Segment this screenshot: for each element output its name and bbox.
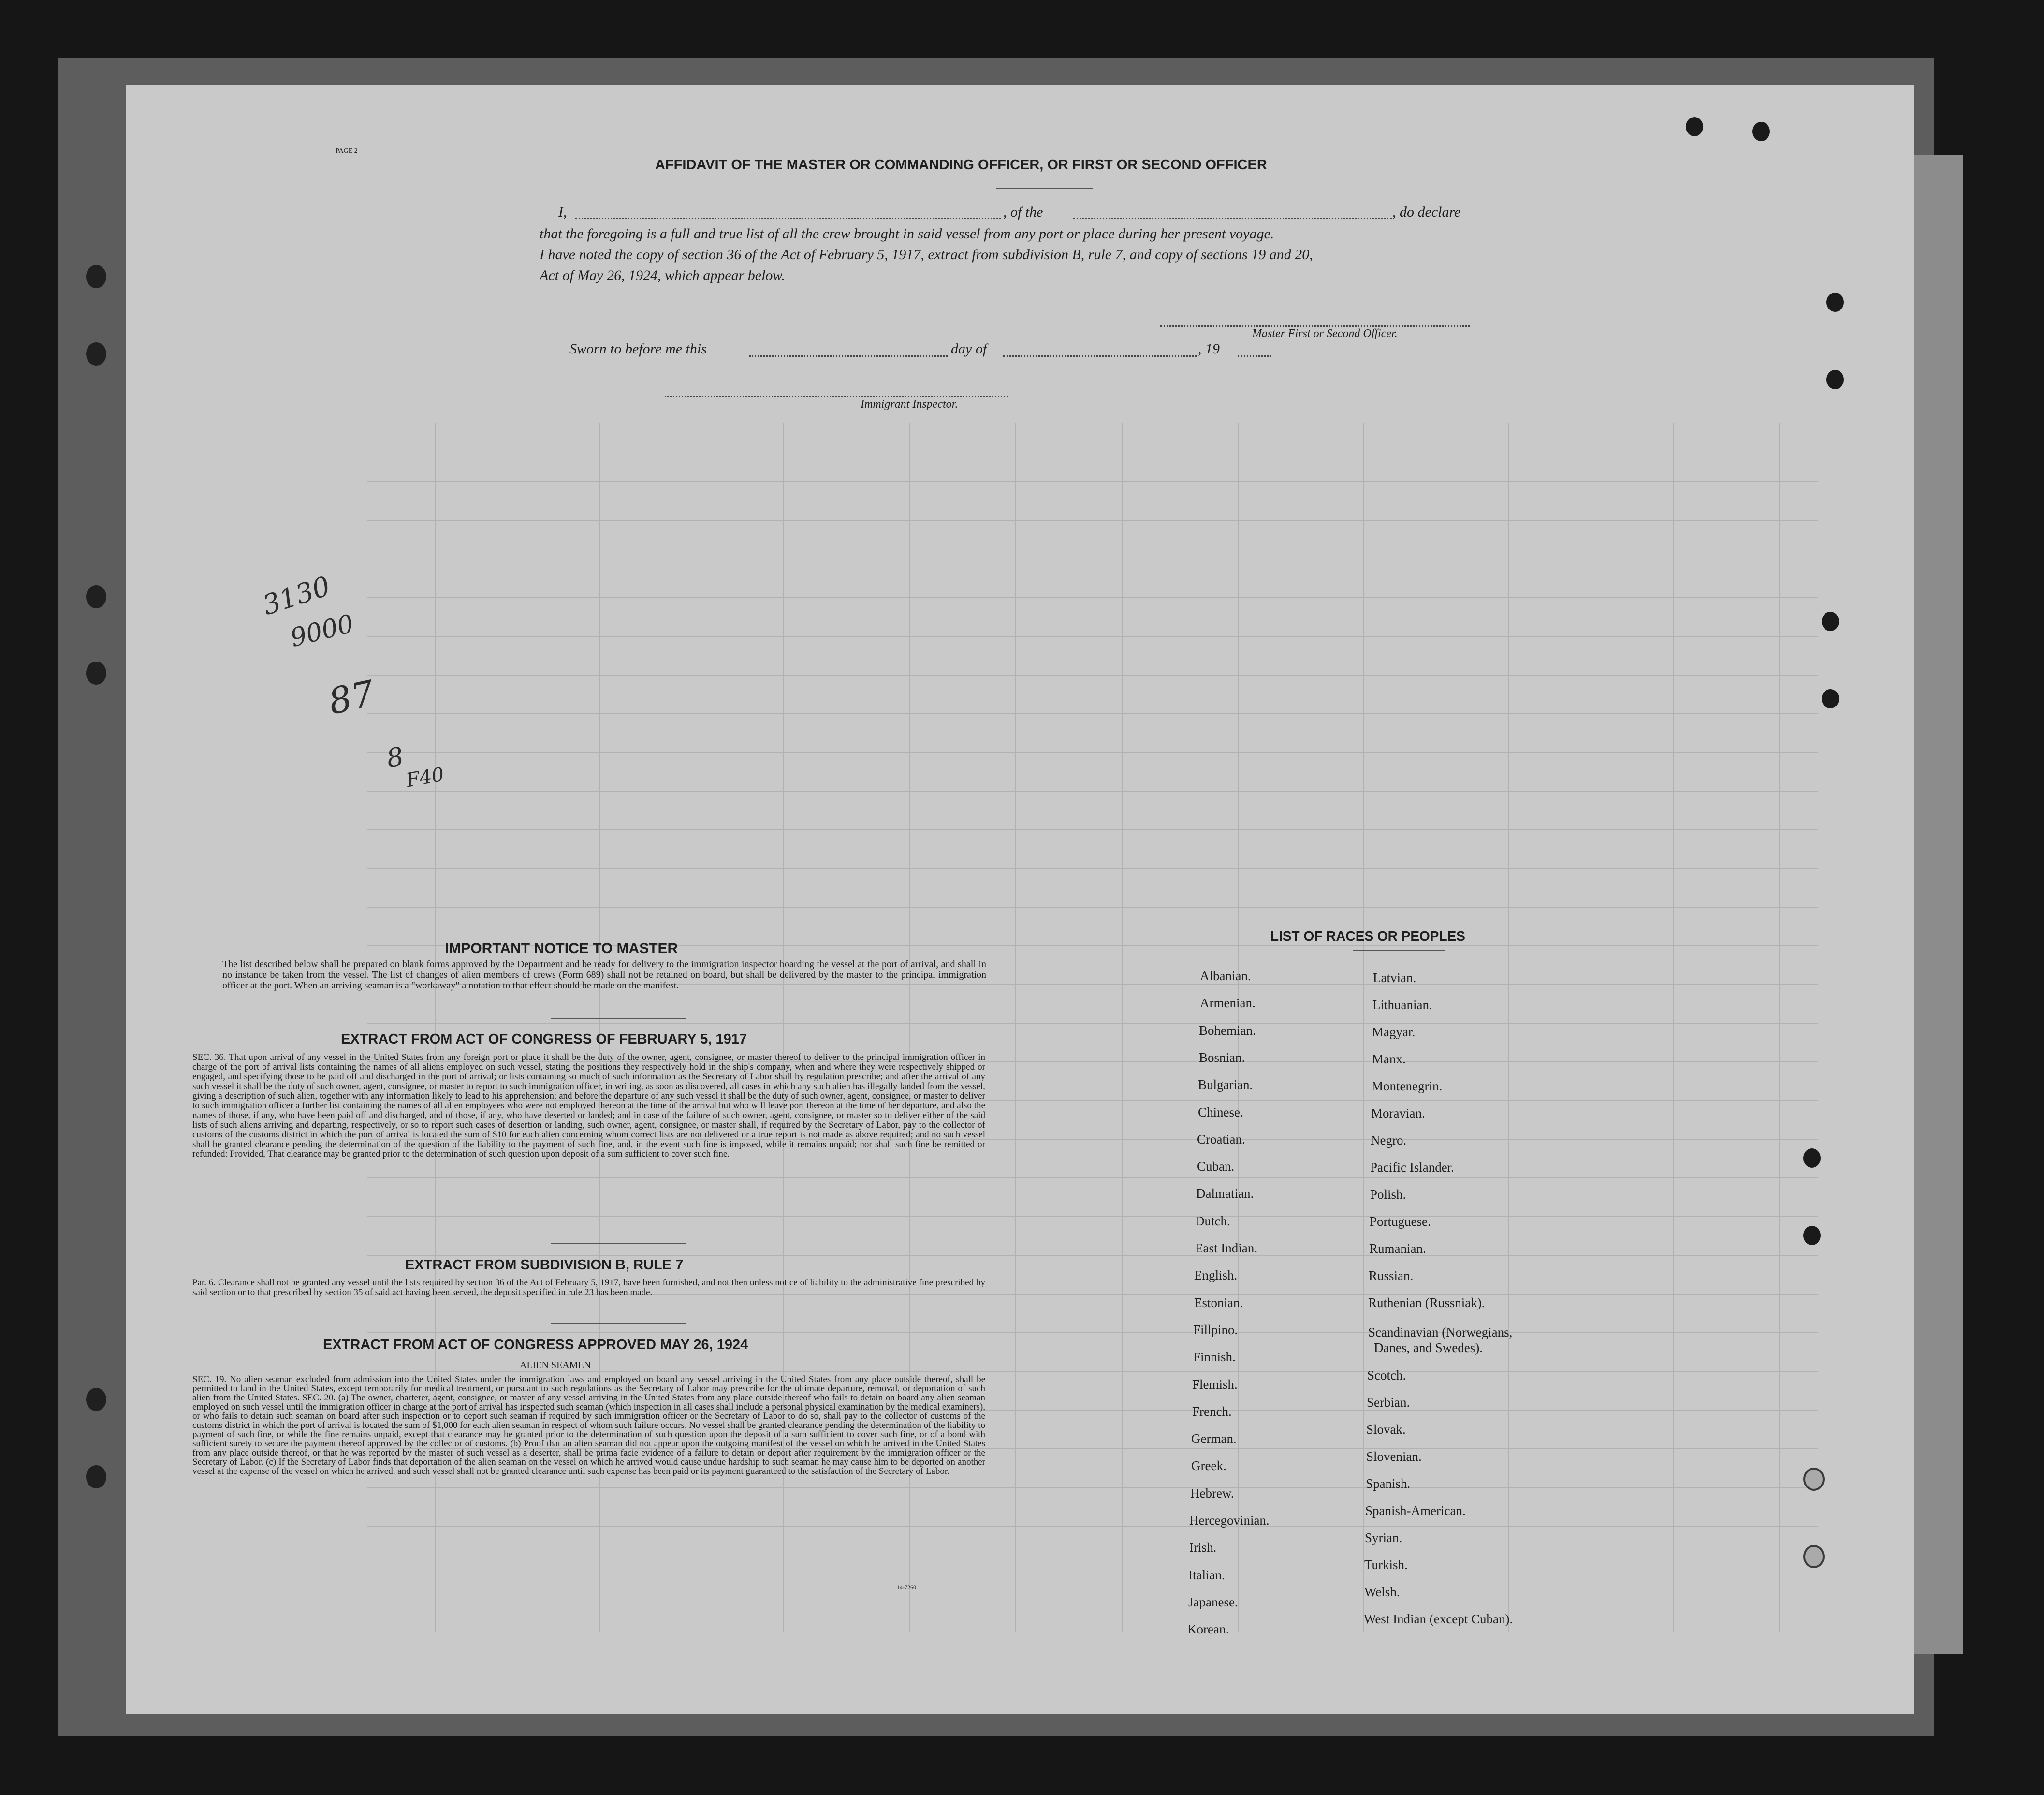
handwritten-note: 87 [325,673,379,723]
master-signature-line [1160,325,1470,327]
race-item: Dalmatian. [1196,1186,1254,1201]
race-item: German. [1191,1431,1237,1446]
race-item: Irish. [1189,1540,1217,1555]
vessel-blank [1073,218,1392,219]
race-item: English. [1194,1268,1238,1283]
divider [551,1323,686,1324]
race-item: Bulgarian. [1198,1077,1253,1092]
race-item: East Indian. [1195,1241,1257,1255]
handwritten-note: 9000 [287,609,357,653]
binder-hole [86,265,106,288]
race-item: Spanish. [1366,1476,1411,1491]
page-mark: PAGE 2 [336,147,358,155]
extract-1924-title: EXTRACT FROM ACT OF CONGRESS APPROVED MAY 26, 1924 [323,1337,748,1353]
divider [996,188,1093,189]
year-label: , 19 [1198,341,1220,357]
race-item: Slovenian. [1366,1449,1422,1464]
binder-hole [86,1465,106,1488]
master-signature-label: Master First or Second Officer. [1252,327,1398,340]
race-item: Welsh. [1364,1585,1400,1599]
extract-1917-title: EXTRACT FROM ACT OF CONGRESS OF FEBRUARY 5, 1917 [341,1031,747,1047]
notice-title: IMPORTANT NOTICE TO MASTER [445,941,678,956]
race-item: Latvian. [1373,971,1416,985]
binder-hole [1803,1468,1825,1491]
affidavit-title: AFFIDAVIT OF THE MASTER OR COMMANDING OFFICER, OR FIRST OR SECOND OFFICER [655,157,1267,173]
affidavit-of-the: , of the [1003,204,1043,220]
race-item: Montenegrin. [1372,1079,1443,1093]
binder-hole [1803,1226,1821,1245]
handwritten-note: 8 [384,741,406,774]
affidavit-line-4: Act of May 26, 1924, which appear below. [540,267,785,283]
race-item: Albanian. [1200,969,1251,983]
race-item: Estonian. [1194,1295,1243,1310]
affidavit-i: I, [558,204,567,220]
race-item: Chinese. [1198,1104,1243,1119]
divider [551,1018,686,1019]
race-item: Moravian. [1371,1106,1425,1120]
race-item: Italian. [1188,1567,1225,1582]
alien-seamen-subtitle: ALIEN SEAMEN [520,1360,591,1370]
race-item: Slovak. [1366,1422,1406,1437]
race-item: Portuguese. [1370,1214,1431,1229]
notice-text: The list described below shall be prepared on blank forms approved by the Department and be ready for delivery to the immigration inspector boarding the vessel at the port of arrival, and shall in no instance be taken from the vessel. The list of changes of alien members of crews (Form 689) shall not be retained on board, but shall be delivered by the master to the principal immigration officer at the port. When an arriving seaman is a "workaway" a notation to that effect should be made on the manifest. [222,959,986,991]
race-item: Bohemian. [1199,1023,1256,1038]
race-item: Bosnian. [1199,1050,1245,1065]
form-number: 14-7260 [897,1584,916,1590]
binder-hole [86,342,106,366]
race-item: Fillpino. [1193,1322,1238,1337]
binder-hole [1803,1148,1821,1168]
race-item: Ruthenian (Russniak). [1368,1295,1485,1310]
race-item: Syrian. [1365,1530,1402,1545]
race-item: Greek. [1191,1458,1226,1473]
inspector-signature-line [665,396,1008,397]
race-item: Finnish. [1193,1350,1236,1365]
affidavit-line-2: that the foregoing is a full and true list of all the crew brought in said vessel from any port or place during her present voyage. [540,226,1274,242]
extract-1917-text: SEC. 36. That upon arrival of any vessel in the United States from any foreign port or place it shall be the duty of the owner, agent, consignee, or master thereof to deliver to the principal immigration officer in charge of the port of arrival lists containing the names of all aliens employed on such vessel, stating the positions they respectively hold in the ship's company, when and where they were respectively shipped or engaged, and specifying those to be paid off and discharged in the port of arrival; or lists containing so much of such information as the Secretary of Labor shall by regulation prescribe; and after the arrival of any such vessel it shall be the duty of such owner, agent, consignee, or master to report to such immigration officer, in writing, as soon as discovered, all cases in which any such alien has illegally landed from the vessel, giving a description of such alien, together with any information likely to lead to his apprehension; and before the departure of any such vessel it shall be the duty of such owner, agent, consignee, or master to deliver to such immigration officer a further list containing the names of all alien employees who were not employed thereon at the time of the arrival but who will leave port thereon at the time of her departure, and also the names of those, if any, who have been paid off and discharged, and of those, if any, who have deserted or landed; and in case of the failure of such owner, agent, consignee, or master so to deliver either of the said lists of such aliens arriving and departing, respectively, or so to report such cases of desertion or landing, such owner, agent, consignee, or master shall, if required by the Secretary of Labor, pay to the collector of customs of the customs district in which the port of arrival is located the sum of $10 for each alien concerning whom correct lists are not delivered or a true report is not made as above required; and no such vessel shall be granted clearance pending the determination of the question of the liability to the payment of such fine, and, in the event such fine is imposed, while it remains unpaid; nor shall such fine be remitted or refunded: Provided, That clearance may be granted prior to the determination of such question upon deposit of a sum sufficient to cover such fine. [192,1052,985,1159]
binder-hole [1686,117,1703,136]
race-item: Korean. [1187,1622,1229,1637]
race-item: Flemish. [1192,1377,1238,1392]
handwritten-note: F40 [404,763,446,792]
year-blank [1238,355,1271,357]
race-item: French. [1192,1404,1232,1419]
race-item: Dutch. [1195,1213,1230,1228]
race-item: Hercegovinian. [1189,1513,1270,1528]
handwritten-note: 3130 [259,570,335,622]
manifest-page [126,85,1914,1714]
race-item: Pacific Islander. [1370,1160,1454,1175]
race-item: Scotch. [1367,1368,1406,1383]
race-item: Scandinavian (Norwegians, [1368,1325,1513,1339]
race-item: Negro. [1371,1133,1407,1148]
divider [1353,950,1445,951]
race-item: Russian. [1369,1268,1414,1283]
race-item: Armenian. [1200,996,1256,1011]
binder-hole [86,1388,106,1411]
binder-hole [1822,612,1839,631]
race-item: Serbian. [1367,1395,1410,1410]
binder-hole [86,662,106,685]
sworn-label: Sworn to before me this [569,341,707,357]
race-item: Manx. [1372,1052,1406,1066]
affidavit-declare: , do declare [1392,204,1461,220]
race-item: Turkish. [1364,1558,1408,1572]
race-item: Lithuanian. [1372,998,1432,1012]
affidavit-line-3: I have noted the copy of section 36 of the Act of February 5, 1917, extract from subdivision B, rule 7, and copy of sections 19 and 20, [540,247,1313,263]
race-item: Spanish-American. [1365,1503,1466,1518]
rule-7-text: Par. 6. Clearance shall not be granted any vessel until the lists required by section 36 of the Act of February 5, 1917, have been furnished, and not then unless notice of liability to the administrative fine prescribed by said section or to that prescribed by section 35 of said act having been served, the deposit specified in rule 23 has been made. [192,1278,985,1297]
binder-hole [1826,370,1844,389]
race-item: West Indian (except Cuban). [1364,1612,1513,1626]
binder-hole [1826,293,1844,312]
sworn-day-blank [749,355,948,357]
rule-7-title: EXTRACT FROM SUBDIVISION B, RULE 7 [405,1257,684,1273]
races-title: LIST OF RACES OR PEOPLES [1270,928,1465,943]
binder-hole [1752,122,1770,141]
month-blank [1003,355,1197,357]
race-item: Cuban. [1197,1159,1235,1174]
race-item: Croatian. [1197,1132,1245,1147]
race-item: Rumanian. [1369,1241,1426,1256]
binder-hole [86,585,106,608]
race-item: Hebrew. [1190,1486,1234,1501]
binder-hole [1803,1545,1825,1568]
inspector-label: Immigrant Inspector. [861,398,958,411]
race-item: Japanese. [1188,1594,1238,1609]
extract-1924-text: SEC. 19. No alien seaman excluded from admission into the United States under the immigration laws and employed on board any vessel arriving in the United States from any place outside thereof, shall be permitted to land in the United States, except temporarily for medical treatment, or pursuant to such regulations as the Secretary of Labor may prescribe for the ultimate departure, removal, or deportation of such alien from the United States. SEC. 20. (a) The owner, charterer, agent, consignee, or master of any vessel arriving in the United States from any place outside thereof who fails to detain on board any alien seaman employed on such vessel until the immigration officer in charge at the port of arrival has inspected such seaman (which inspection in all cases shall include a personal physical examination by the medical examiners), or who fails to detain such seaman on board after such inspection or to deport such seaman if required by such immigration officer or the Secretary of Labor to do so, shall pay to the collector of customs of the customs district in which the port of arrival is located the sum of $1,000 for each alien seaman in respect of whom such failure occurs. No vessel shall be granted clearance pending the determination of the liability to payment of such fine, or while the fine remains unpaid, except that clearance may be granted prior to the determination of such question upon the deposit of a sum sufficient to cover such fine, or of a bond with sufficient surety to secure the payment thereof approved by the collector of customs. (b) Proof that an alien seaman did not appear upon the outgoing manifest of the vessel on which he arrived in the United States from any place outside thereof, or that he was reported by the master of such vessel as a deserter, shall be prima facie evidence of a failure to detain or deport after requirement by the immigration officer or the Secretary of Labor. (c) If the Secretary of Labor finds that deportation of the alien seaman on the vessel on which he arrived would cause undue hardship to such seaman he may cause him to be deported on another vessel at the expense of the vessel on which he arrived, and such vessel shall not be granted clearance until such expense has been paid or its payment guaranteed to the satisfaction of the Secretary of Labor. [192,1374,985,1476]
race-item: Danes, and Swedes). [1374,1340,1483,1355]
race-item: Magyar. [1372,1025,1416,1039]
binder-hole [1822,689,1839,708]
divider [551,1243,686,1244]
race-item: Polish. [1370,1187,1406,1202]
name-blank [575,218,1001,219]
day-of-label: day of [951,341,987,357]
